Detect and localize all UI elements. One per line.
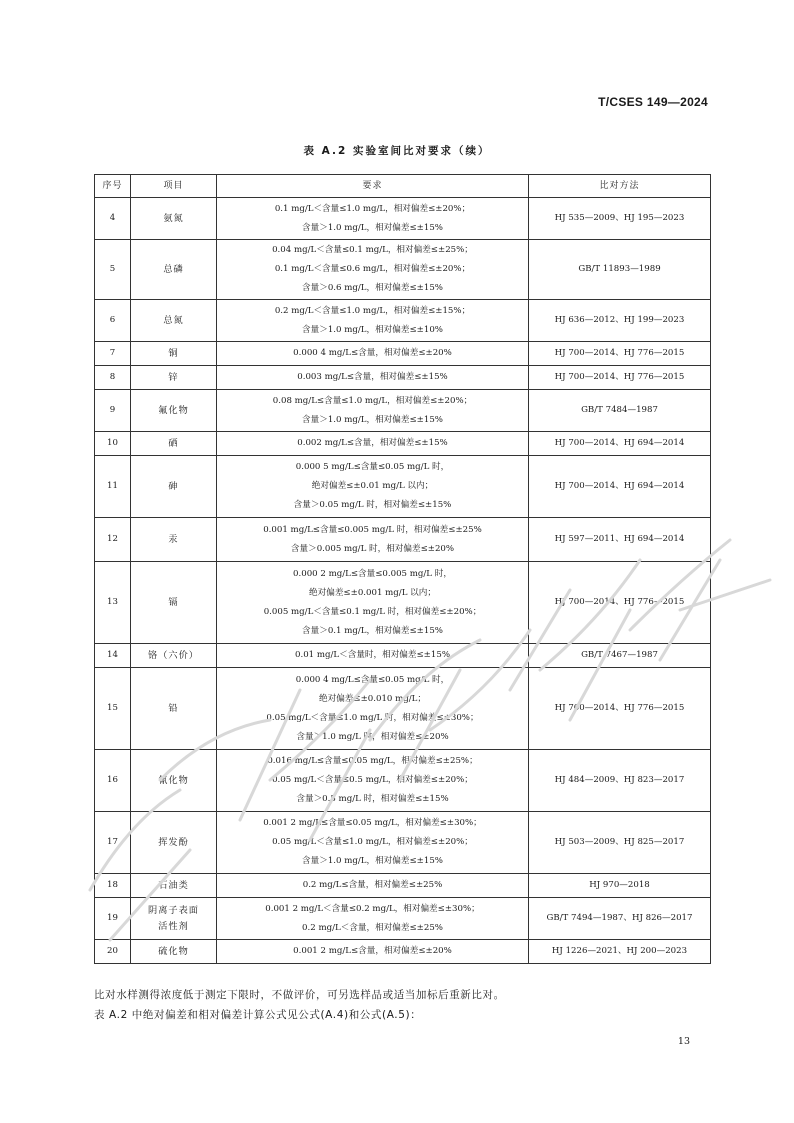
requirement-line: 含量＞1.0 mg/L，相对偏差≤±15% <box>302 856 443 866</box>
requirement-line: 0.003 mg/L≤含量，相对偏差≤±15% <box>297 372 448 382</box>
table-row <box>95 198 711 240</box>
item-line: 活性剂 <box>158 920 189 932</box>
row-method: HJ 503—2009、HJ 825—2017 <box>529 812 711 874</box>
row-item: 镉 <box>131 562 217 644</box>
row-item: 硫化物 <box>131 940 217 964</box>
row-requirement <box>217 898 529 940</box>
row-item: 氟化物 <box>131 390 217 432</box>
row-method: GB/T 7494—1987、HJ 826—2017 <box>529 898 711 940</box>
row-item: 汞 <box>131 518 217 562</box>
row-requirement <box>217 300 529 342</box>
row-item: 总氮 <box>131 300 217 342</box>
row-no: 10 <box>95 432 131 456</box>
row-method: HJ 700—2014、HJ 694—2014 <box>529 432 711 456</box>
requirement-line: 含量＞0.5 mg/L 时，相对偏差≤±15% <box>296 794 449 804</box>
requirement-line: 0.2 mg/L＜含量≤1.0 mg/L，相对偏差≤±15%； <box>274 305 471 316</box>
row-method: HJ 700—2014、HJ 776—2015 <box>529 668 711 750</box>
column-header-requirement: 要求 <box>217 175 529 198</box>
requirement-line: 0.000 4 mg/L≤含量，相对偏差≤±20% <box>293 348 452 358</box>
row-requirement <box>217 812 529 874</box>
table-row <box>95 240 711 300</box>
table-row <box>95 342 711 366</box>
requirement-line: 0.05 mg/L＜含量≤1.0 mg/L 时，相对偏差≤±30%； <box>266 712 479 723</box>
row-requirement <box>217 940 529 964</box>
row-method: GB/T 7484—1987 <box>529 390 711 432</box>
requirement-line: 含量＞1.0 mg/L，相对偏差≤±10% <box>302 324 443 335</box>
standard-code: T/CSES 149—2024 <box>598 95 708 109</box>
row-no: 20 <box>95 940 131 964</box>
requirement-line: 含量＞0.05 mg/L 时，相对偏差≤±15% <box>293 500 452 510</box>
row-no: 12 <box>95 518 131 562</box>
page-number: 13 <box>677 1036 690 1047</box>
table-row <box>95 644 711 668</box>
row-no: 7 <box>95 342 131 366</box>
requirement-line: 含量＞0.6 mg/L，相对偏差≤±15% <box>302 283 443 293</box>
table-row <box>95 456 711 518</box>
row-requirement <box>217 874 529 898</box>
row-method: HJ 700—2014、HJ 776—2015 <box>529 562 711 644</box>
row-item: 总磷 <box>131 240 217 300</box>
row-no: 8 <box>95 366 131 390</box>
formula-reference-paragraph: 表 A.2 中绝对偏差和相对偏差计算公式见公式(A.4)和公式(A.5)： <box>94 1009 422 1021</box>
row-method: HJ 484—2009、HJ 823—2017 <box>529 750 711 812</box>
requirement-line: 含量＞0.005 mg/L 时，相对偏差≤±20% <box>290 543 455 554</box>
row-method: GB/T 7467—1987 <box>529 644 711 668</box>
column-header-no: 序号 <box>95 175 131 198</box>
row-no: 13 <box>95 562 131 644</box>
row-item: 挥发酚 <box>131 812 217 874</box>
row-no: 6 <box>95 300 131 342</box>
row-no: 4 <box>95 198 131 240</box>
requirement-line: 含量＞1.0 mg/L 时，相对偏差≤±20% <box>296 731 449 742</box>
item-line: 阴离子表面 <box>148 904 199 916</box>
row-item: 锌 <box>131 366 217 390</box>
table-row <box>95 874 711 898</box>
table-row <box>95 300 711 342</box>
table-row <box>95 432 711 456</box>
table-body <box>95 198 711 964</box>
column-header-item: 项目 <box>131 175 217 198</box>
table-row <box>95 518 711 562</box>
requirement-line: 0.01 mg/L＜含量时，相对偏差≤±15% <box>295 650 450 660</box>
row-requirement <box>217 432 529 456</box>
requirement-line: 0.016 mg/L≤含量≤0.05 mg/L，相对偏差≤±25%； <box>267 756 478 766</box>
requirement-line: 0.005 mg/L＜含量≤0.1 mg/L 时，相对偏差≤±20%； <box>263 606 482 617</box>
row-method: HJ 597—2011、HJ 694—2014 <box>529 518 711 562</box>
table-header-row <box>95 175 711 198</box>
row-no: 18 <box>95 874 131 898</box>
row-method: HJ 1226—2021、HJ 200—2023 <box>529 940 711 964</box>
requirement-line: 0.05 mg/L＜含量≤1.0 mg/L，相对偏差≤±20%； <box>272 837 473 847</box>
requirement-line: 0.000 2 mg/L≤含量≤0.005 mg/L 时， <box>293 568 452 579</box>
table-caption: 表 A.2 实验室间比对要求（续） <box>303 145 491 157</box>
requirement-line: 绝对偏差≤±0.01 mg/L 以内； <box>311 481 434 491</box>
row-method: HJ 970—2018 <box>529 874 711 898</box>
requirement-line: 0.2 mg/L≤含量，相对偏差≤±25% <box>302 880 443 890</box>
row-requirement <box>217 366 529 390</box>
row-no: 16 <box>95 750 131 812</box>
row-method: HJ 700—2014、HJ 776—2015 <box>529 342 711 366</box>
requirement-line: 0.1 mg/L＜含量≤1.0 mg/L，相对偏差≤±20%； <box>274 203 471 214</box>
row-method: HJ 535—2009、HJ 195—2023 <box>529 198 711 240</box>
requirement-line: 0.000 5 mg/L≤含量≤0.05 mg/L 时， <box>295 462 450 472</box>
row-no: 17 <box>95 812 131 874</box>
row-method: HJ 700—2014、HJ 694—2014 <box>529 456 711 518</box>
row-method: GB/T 11893—1989 <box>529 240 711 300</box>
row-method: HJ 636—2012、HJ 199—2023 <box>529 300 711 342</box>
row-no: 15 <box>95 668 131 750</box>
row-requirement <box>217 390 529 432</box>
row-item: 铬（六价） <box>131 644 217 668</box>
table-row <box>95 366 711 390</box>
row-no: 9 <box>95 390 131 432</box>
table-row <box>95 812 711 874</box>
requirement-line: 0.1 mg/L＜含量≤0.6 mg/L，相对偏差≤±20%； <box>274 264 471 274</box>
requirements-table <box>94 174 711 964</box>
row-requirement <box>217 750 529 812</box>
row-item: 氰化物 <box>131 750 217 812</box>
row-method: HJ 700—2014、HJ 776—2015 <box>529 366 711 390</box>
row-item: 铜 <box>131 342 217 366</box>
table-row <box>95 940 711 964</box>
row-no: 11 <box>95 456 131 518</box>
requirement-line: 绝对偏差≤±0.001 mg/L 以内； <box>309 587 436 598</box>
row-requirement <box>217 198 529 240</box>
requirement-line: 0.04 mg/L＜含量≤0.1 mg/L，相对偏差≤±25%； <box>272 245 473 255</box>
requirement-line: 0.000 4 mg/L≤含量≤0.05 mg/L 时， <box>295 674 450 685</box>
row-requirement <box>217 518 529 562</box>
note-paragraph: 比对水样测得浓度低于测定下限时，不做评价，可另选样品或适当加标后重新比对。 <box>94 989 505 1001</box>
requirement-line: 0.05 mg/L＜含量≤0.5 mg/L，相对偏差≤±20%； <box>272 775 473 785</box>
requirement-line: 0.001 2 mg/L≤含量，相对偏差≤±20% <box>293 946 452 956</box>
requirement-line: 含量＞1.0 mg/L，相对偏差≤±15% <box>302 414 443 425</box>
requirement-line: 含量＞1.0 mg/L，相对偏差≤±15% <box>302 222 443 233</box>
row-no: 14 <box>95 644 131 668</box>
requirement-line: 0.001 2 mg/L＜含量≤0.2 mg/L，相对偏差≤±30%； <box>265 903 480 914</box>
requirement-line: 0.08 mg/L≤含量≤1.0 mg/L，相对偏差≤±20%； <box>272 395 473 406</box>
row-no: 5 <box>95 240 131 300</box>
row-requirement <box>217 562 529 644</box>
row-requirement <box>217 668 529 750</box>
row-requirement <box>217 240 529 300</box>
row-no: 19 <box>95 898 131 940</box>
requirement-line: 0.2 mg/L＜含量，相对偏差≤±25% <box>302 922 443 933</box>
row-requirement <box>217 644 529 668</box>
row-item: 硒 <box>131 432 217 456</box>
row-item <box>131 898 217 940</box>
table-row <box>95 390 711 432</box>
row-item: 石油类 <box>131 874 217 898</box>
requirement-line: 0.001 2 mg/L≤含量≤0.05 mg/L，相对偏差≤±30%； <box>263 818 482 828</box>
table-row <box>95 898 711 940</box>
requirement-line: 绝对偏差≤±0.010 mg/L； <box>319 693 426 704</box>
requirement-line: 0.001 mg/L≤含量≤0.005 mg/L 时，相对偏差≤±25% <box>263 524 482 535</box>
table-row <box>95 562 711 644</box>
table-row <box>95 668 711 750</box>
row-item: 铅 <box>131 668 217 750</box>
row-requirement <box>217 456 529 518</box>
row-item: 氨氮 <box>131 198 217 240</box>
row-requirement <box>217 342 529 366</box>
column-header-method: 比对方法 <box>529 175 711 198</box>
requirement-line: 含量＞0.1 mg/L，相对偏差≤±15% <box>302 625 443 636</box>
requirement-line: 0.002 mg/L≤含量，相对偏差≤±15% <box>297 438 448 448</box>
row-item: 砷 <box>131 456 217 518</box>
table-row <box>95 750 711 812</box>
